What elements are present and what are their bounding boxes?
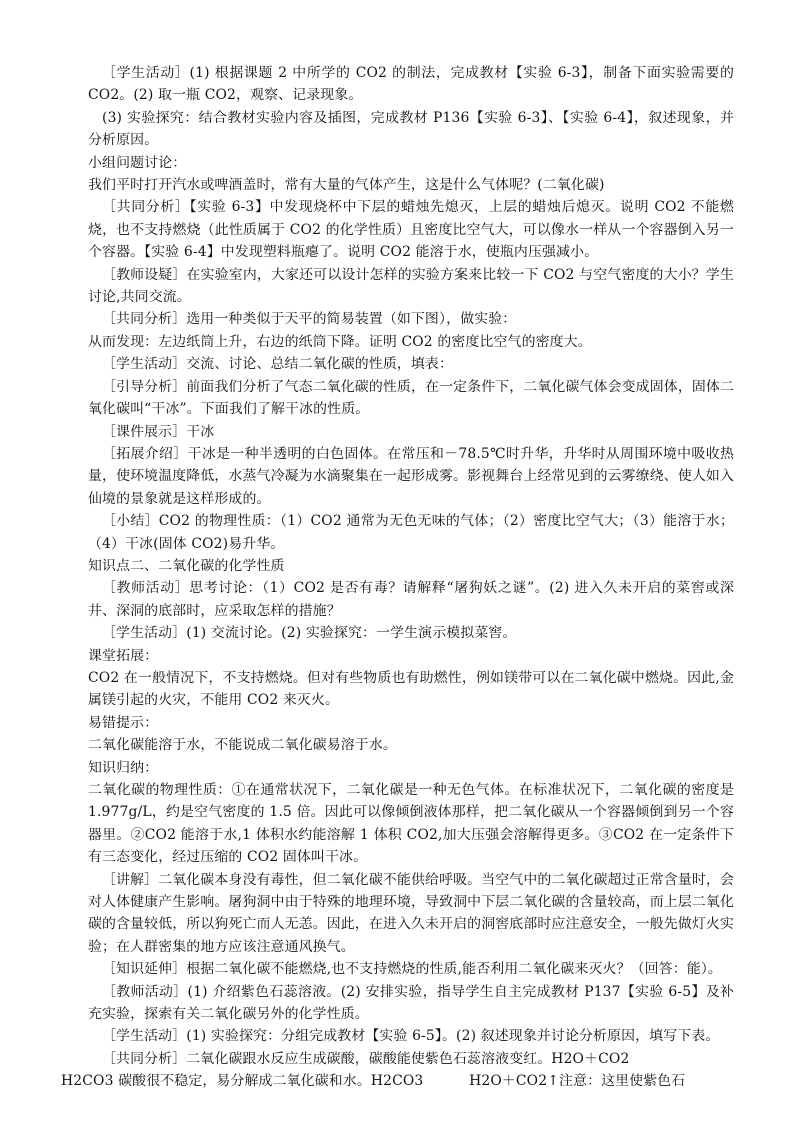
- paragraph: ［引导分析］前面我们分析了气态二氧化碳的性质，在一定条件下，二氧化碳气体会变成固体，固体二氧化碳叫“干冰”。下面我们了解干冰的性质。: [88, 378, 734, 418]
- paragraph: 二氧化碳的物理性质：①在通常状况下，二氧化碳是一种无色气体。在标准状况下，二氧化碳的密度是 1.977g/L，约是空气密度的 1.5 倍。因此可以像倾倒液体那样，把二氧化碳从一个容器倾倒到另一个容器里。②CO2 能溶于水,1 体积水约能溶解 1 体积 CO2,加大压强会溶解得更多。③CO2 在一定条件下有三态变化，经过压缩的 CO2 固体叫干冰。: [88, 782, 734, 866]
- section-heading: 知识归纳：: [88, 759, 159, 776]
- section-heading: 易错提示：: [88, 714, 159, 731]
- paragraph: ［学生活动］交流、讨论、总结二氧化碳的性质，填表：: [102, 356, 454, 373]
- paragraph: ［知识延伸］根据二氧化碳不能燃烧,也不支持燃烧的性质,能否利用二氧化碳来灭火？（回答：能）。: [102, 961, 722, 978]
- paragraph: ［教师活动］(1) 介绍紫色石蕊溶液。(2) 安排实验，指导学生自主完成教材 P137【实验 6-5】及补充实验，探索有关二氧化碳另外的化学性质。: [88, 983, 734, 1023]
- paragraph: ［共同分析］二氧化碳跟水反应生成碳酸，碳酸能使紫色石蕊溶液变红。H2O＋CO2: [102, 1050, 630, 1067]
- paragraph: CO2 在一般情况下，不支持燃烧。但对有些物质也有助燃性，例如镁带可以在二氧化碳中燃烧。因此,金属镁引起的火灾，不能用 CO2 来灭火。: [88, 669, 734, 709]
- paragraph: ［教师活动］思考讨论：（1）CO2 是否有毒？请解释“屠狗妖之谜”。(2) 进入久未开启的菜窖或深井、深洞的底部时，应采取怎样的措施？: [88, 580, 734, 619]
- paragraph: 二氧化碳能溶于水，不能说成二氧化碳易溶于水。: [88, 737, 397, 754]
- paragraph: ［拓展介绍］干冰是一种半透明的白色固体。在常压和－78.5℃时升华，升华时从周围环境中吸收热量，使环境温度降低，水蒸气冷凝为水滴聚集在一起形成雾。影视舞台上经常见到的云雾缭绕、使人如入仙境的景象就是这样形成的。: [88, 445, 734, 507]
- paragraph: 我们平时打开汽水或啤酒盖时，常有大量的气体产生，这是什么气体呢？(二氧化碳): [88, 177, 605, 194]
- paragraph: ［共同分析］选用一种类似于天平的简易装置（如下图），做实验：: [102, 311, 517, 328]
- paragraph: ［共同分析］【实验 6-3】中发现烧杯中下层的蜡烛先熄灭，上层的蜡烛后熄灭。说明 CO2 不能燃烧，也不支持燃烧（此性质属于 CO2 的化学性质）且密度比空气大，可以像水一样从一个容器倒入另一个容器。【实验 6-4】中发现塑料瓶瘪了。说明 CO2 能溶于水，使瓶内压强减小。: [88, 199, 734, 261]
- paragraph: (3) 实验探究：结合教材实验内容及插图，完成教材 P136【实验 6-3】、【实验 6-4】，叙述现象，并分析原因。: [88, 109, 734, 149]
- paragraph: ［讲解］二氧化碳本身没有毒性，但二氧化碳不能供给呼吸。当空气中的二氧化碳超过正常含量时，会对人体健康产生影响。屠狗洞中由于特殊的地理环境，导致洞中下层二氧化碳的含量较高，而上层二氧化碳的含量较低，所以狗死亡而人无恙。因此，在进入久未开启的洞窖底部时应注意安全，一般先做灯火实验；在人群密集的地方应该注意通风换气。: [88, 871, 734, 955]
- paragraph: ［学生活动］(1) 根据课题 2 中所学的 CO2 的制法，完成教材【实验 6-3】，制备下面实验需要的 CO2。(2) 取一瓶 CO2，观察、记录现象。: [88, 65, 734, 104]
- paragraph: ［课件展示］干冰: [102, 423, 215, 440]
- paragraph: H2CO3 碳酸很不稳定，易分解成二氧化碳和水。H2CO3 H2O＋CO2↑注意：这里使紫色石: [61, 1073, 686, 1090]
- paragraph: 从而发现：左边纸筒上升，右边的纸筒下降。证明 CO2 的密度比空气的密度大。: [88, 333, 592, 350]
- document-body: [61, 62, 734, 1093]
- section-heading: 小组问题讨论：: [88, 154, 187, 171]
- paragraph: ［学生活动］(1) 交流讨论。(2) 实验探究：一学生演示模拟菜窖。: [102, 625, 517, 642]
- section-heading: 课堂拓展：: [88, 647, 159, 664]
- paragraph: ［教师设疑］在实验室内，大家还可以设计怎样的实验方案来比较一下 CO2 与空气密度的大小？学生讨论,共同交流。: [88, 266, 734, 306]
- paragraph: ［小结］CO2 的物理性质：（1）CO2 通常为无色无味的气体；（2）密度比空气大；（3）能溶于水；（4）干冰(固体 CO2)易升华。: [88, 513, 734, 552]
- section-heading: 知识点二、二氧化碳的化学性质: [88, 557, 285, 574]
- paragraph: ［学生活动］(1) 实验探究：分组完成教材【实验 6-5】。(2) 叙述现象并讨论分析原因，填写下表。: [102, 1028, 720, 1045]
